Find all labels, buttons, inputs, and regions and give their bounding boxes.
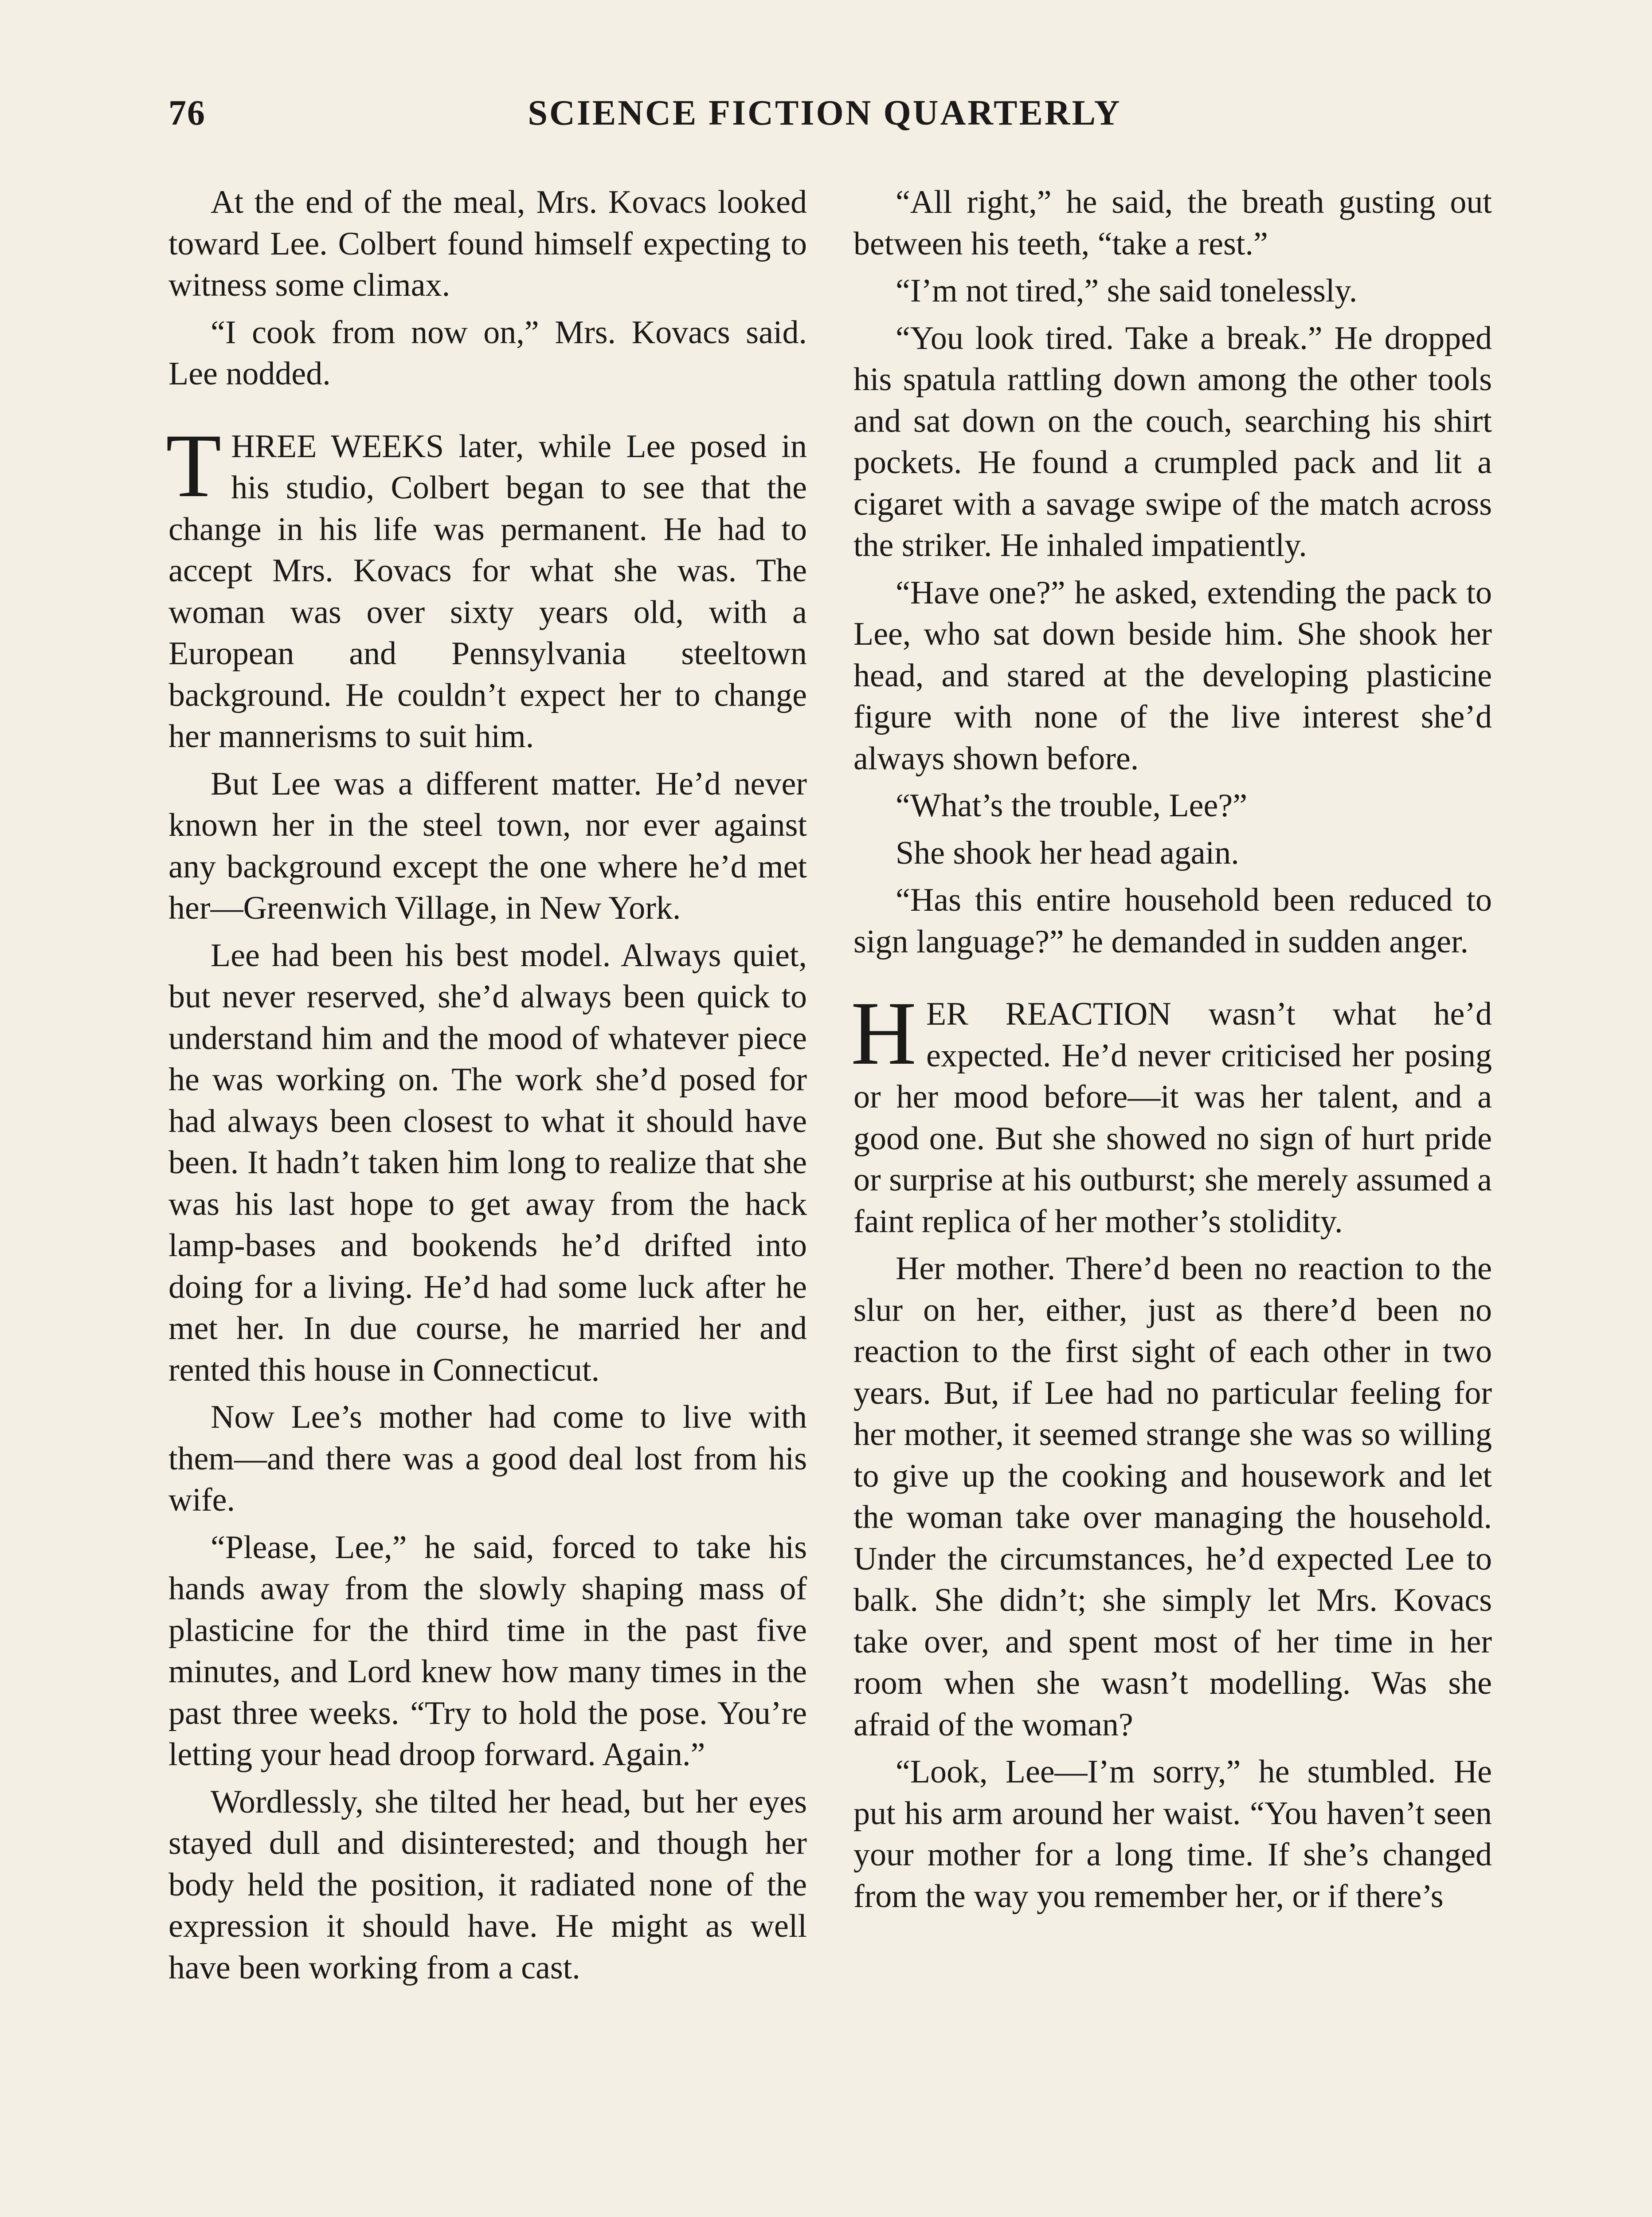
paragraph: “Have one?” he asked, extending the pack to Lee, who sat down beside him. She shook her head, and stared at the developing plasticine figure with none of the live interest she’d always shown before. <box>853 574 1492 777</box>
small-caps-lead: HREE WEEKS <box>231 428 444 465</box>
page-header <box>168 93 1481 155</box>
page-number: 76 <box>168 94 206 133</box>
paragraph: “Has this entire household been reduced to sign language?” he demanded in sudden anger. <box>853 882 1492 960</box>
paragraph: Wordlessly, she tilted her head, but her eyes stayed dull and disinterested; and though her body held the position, it radiated none of the expression it should have. He might as well have been working from a cast. <box>168 1783 807 1986</box>
paragraph: Lee had been his best model. Always quiet, but never reserved, she’d always been quick to understand him and the mood of whatever piece he was working on. The work she’d posed for had always been closest to what it should have been. It hadn’t taken him long to realize that she was his last hope to get away from the hack lamp-bases and bookends he’d drifted into doing for a living. He’d had some luck after he met her. In due course, he married her and rented this house in Connecticut. <box>168 937 807 1388</box>
paragraph: “All right,” he said, the breath gusting out between his teeth, “take a rest.” <box>853 184 1492 262</box>
section-opening-paragraph <box>851 983 1492 1242</box>
small-caps-lead: ER REACTION <box>926 996 1171 1032</box>
paragraph: She shook her head again. <box>896 834 1239 871</box>
paragraph: “Look, Lee—I’m sorry,” he stumbled. He put his arm around her waist. “You haven’t seen your mother for a long time. If she’s changed from the way you remember her, or if there’s <box>853 1754 1492 1915</box>
paragraph: At the end of the meal, Mrs. Kovacs looked toward Lee. Colbert found himself expecting to witness some climax. <box>168 184 807 303</box>
paragraph: But Lee was a different matter. He’d never known her in the steel town, nor ever against any background except the one where he’d met her—Greenwich Village, in New York. <box>168 765 807 926</box>
paragraph: “You look tired. Take a break.” He dropped his spatula rattling down among the other tools and sat down on the couch, searching his shirt pockets. He found a crumpled pack and lit a cigaret with a savage swipe of the match across the striker. He inhaled impatiently. <box>853 320 1492 564</box>
drop-cap: T <box>166 415 222 516</box>
paragraph-text: wasn’t what he’d expected. He’d never criticised her posing or her mood before—it was her talent, and a good one. But she showed no sign of hurt pride or surprise at his outburst; she merely assumed a faint replica of her mother’s stolidity. <box>853 996 1492 1240</box>
paragraph: “What’s the trouble, Lee?” <box>896 787 1248 824</box>
right-column <box>853 182 1492 1917</box>
paragraph-text: later, while Lee posed in his studio, Colbert began to see that the change in his life was permanent. He had to accept Mrs. Kovacs for what she was. The woman was over sixty years old, with a European and Pennsylvania steeltown background. He couldn’t expect her to change her mannerisms to suit him. <box>168 428 807 755</box>
drop-cap: H <box>851 983 917 1084</box>
section-opening-paragraph <box>166 415 807 758</box>
paragraph: “I cook from now on,” Mrs. Kovacs said. Lee nodded. <box>168 314 807 392</box>
paragraph: Her mother. There’d been no reaction to the slur on her, either, just as there’d been no reaction to the first sight of each other in two years. But, if Lee had no particular feeling for her mother, it seemed strange she was so willing to give up the cooking and housework and let the woman take over managing the household. Under the circumstances, he’d expected Lee to balk. She didn’t; she simply let Mrs. Kovacs take over, and spent most of her time in her room when she wasn’t modelling. Was she afraid of the woman? <box>853 1250 1492 1743</box>
paragraph: Now Lee’s mother had come to live with them—and there was a good deal lost from his wife. <box>168 1399 807 1518</box>
left-column <box>168 182 807 1989</box>
paragraph: “I’m not tired,” she said tonelessly. <box>896 273 1358 309</box>
running-title: SCIENCE FICTION QUARTERLY <box>528 94 1122 133</box>
paragraph: “Please, Lee,” he said, forced to take his hands away from the slowly shaping mass of plasticine for the third time in the past five minutes, and Lord knew how many times in the past three weeks. “Try to hold the pose. You’re letting your head droop forward. Again.” <box>168 1529 807 1773</box>
